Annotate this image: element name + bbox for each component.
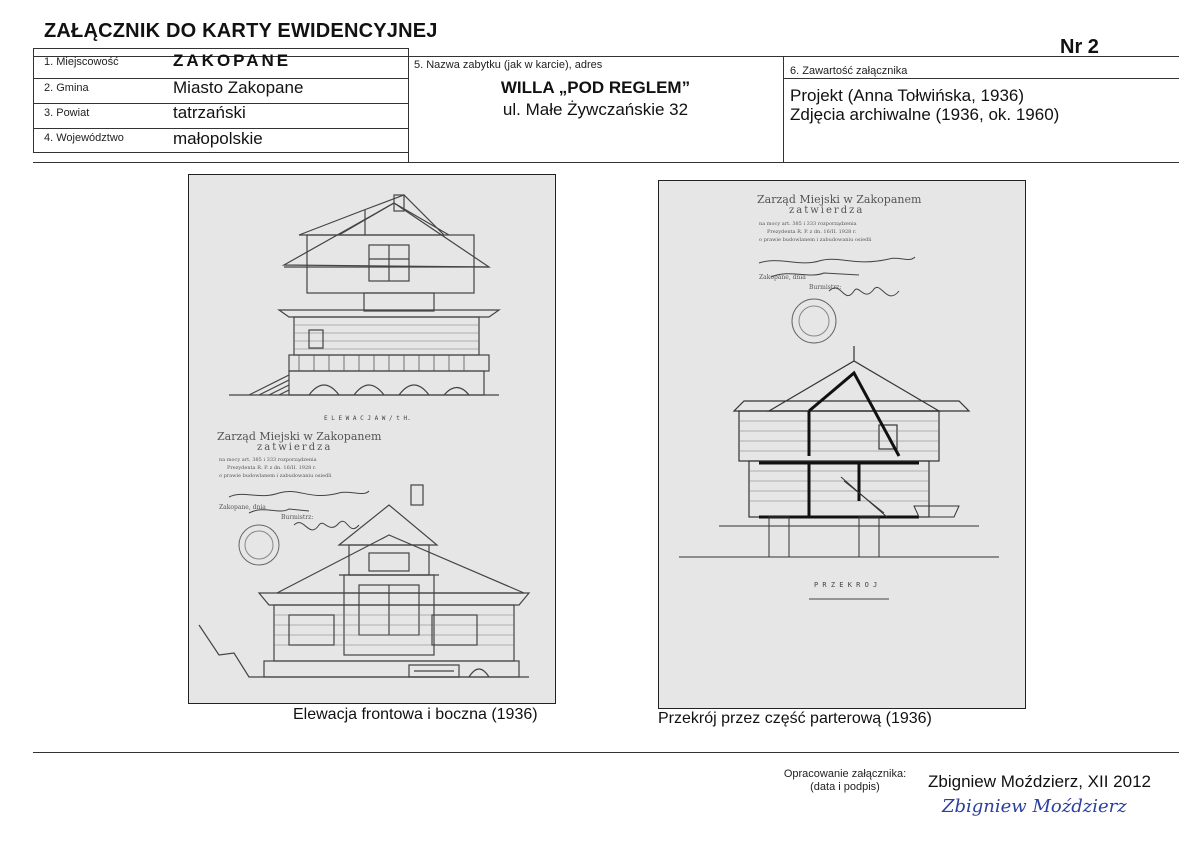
monument-address: ul. Małe Żywczańskie 32 <box>502 100 689 119</box>
footer-rule <box>33 752 1179 753</box>
stamp-right-line1: Zarząd Miejski w Zakopanem <box>757 193 922 206</box>
document-title: ZAŁĄCZNIK DO KARTY EWIDENCYJNEJ <box>44 20 438 42</box>
table-top-line <box>33 48 408 49</box>
stamp-right-line7: Burmistrz: <box>809 284 842 291</box>
prepared-label: Opracowanie załącznika: <box>783 768 907 780</box>
attachment-number: Nr 2 <box>1060 36 1099 58</box>
stamp-left-line3: na mocy art. 385 i 333 rozporządzenia <box>219 457 317 463</box>
stamp-left-line6: Zakopane, dnia <box>219 504 266 511</box>
author-signature: Zbigniew Moździerz <box>942 796 1127 817</box>
stamp-left-line5: o prawie budowlanem i zabudowaniu osiedli <box>219 473 332 479</box>
prepared-sublabel: (data i podpis) <box>810 781 880 793</box>
stamp-left-line4: Prezydenta R. P. z dn. 16/II. 1928 r. <box>227 465 317 471</box>
elevation-sketch <box>189 175 555 703</box>
author-and-date: Zbigniew Moździerz, XII 2012 <box>928 772 1151 791</box>
contents-line-2: Zdjęcia archiwalne (1936, ok. 1960) <box>790 105 1060 124</box>
elevation-drawing <box>188 174 556 704</box>
field-wojewodztwo-label: 4. Województwo <box>44 132 124 144</box>
divider-right <box>783 56 784 162</box>
field-wojewodztwo-value: małopolskie <box>173 129 263 148</box>
field-powiat-value: tatrzański <box>173 103 246 122</box>
stamp-right-line3: na mocy art. 385 i 333 rozporządzenia <box>759 221 857 227</box>
box6-line <box>783 78 1179 79</box>
right-caption: Przekrój przez część parterową (1936) <box>658 710 932 727</box>
table-bottom-line <box>33 162 1179 163</box>
stamp-left-line7: Burmistrz: <box>281 514 314 521</box>
section-drawing <box>658 180 1026 709</box>
stamp-left-line1: Zarząd Miejski w Zakopanem <box>217 430 382 443</box>
section-sketch <box>659 181 1025 708</box>
stamp-left-line2: zatwierdza <box>257 442 333 453</box>
field-gmina-label: 2. Gmina <box>44 82 89 94</box>
stamp-right-line6: Zakopane, dnia <box>759 274 806 281</box>
left-caption: Elewacja frontowa i boczna (1936) <box>293 706 538 723</box>
stamp-right-line4: Prezydenta R. P. z dn. 16/II. 1928 r. <box>767 229 857 235</box>
section-label: P R Z E K R O J <box>814 581 878 589</box>
contents-line-1: Projekt (Anna Tołwińska, 1936) <box>790 86 1025 105</box>
field-zawartosc-label: 6. Zawartość załącznika <box>790 65 908 77</box>
elevation-label: E L E W A C J A W / t H. <box>324 415 411 422</box>
field-gmina-value: Miasto Zakopane <box>173 78 304 97</box>
field-powiat-label: 3. Powiat <box>44 107 90 119</box>
stamp-right-line5: o prawie budowlanem i zabudowaniu osiedli <box>759 237 872 243</box>
field-miejscowosc-label: 1. Miejscowość <box>44 56 119 68</box>
monument-name: WILLA „POD REGLEM” <box>500 78 691 97</box>
field-nazwa-label: 5. Nazwa zabytku (jak w karcie), adres <box>414 59 603 71</box>
row-line-4 <box>33 152 408 153</box>
field-miejscowosc-value: ZAKOPANE <box>173 51 292 70</box>
stamp-right-line2: zatwierdza <box>789 205 865 216</box>
table-left-border <box>33 48 34 152</box>
